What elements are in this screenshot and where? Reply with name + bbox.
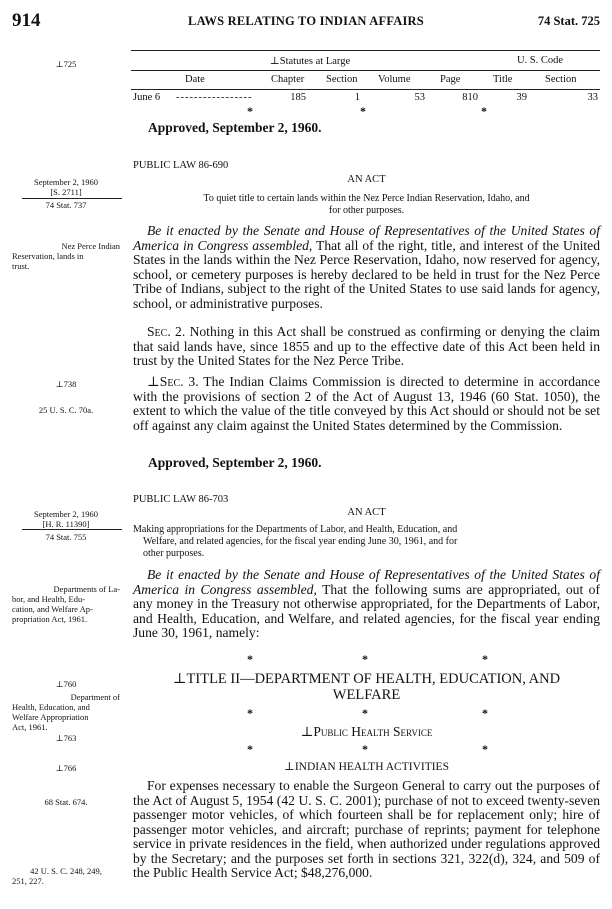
- margin-42-usc-1: 42 U. S. C. 248, 249,: [30, 866, 102, 876]
- star-703-6: *: [482, 706, 488, 720]
- cell-section: 1: [354, 92, 360, 103]
- leader-dots: -----------------: [176, 92, 253, 103]
- public-law-title-690: PUBLIC LAW 86-690: [133, 160, 229, 171]
- margin-stat-690: 74 Stat. 737: [45, 200, 87, 210]
- margin-dept-4: Act, 1961.: [12, 722, 48, 732]
- sec3-text: The Indian Claims Commission is directed to determine in accordance with the provisions of section 2 of the Act of August 13, 1946 (60 Stat. 1050), the extent to which the value of the title conveyed by this Act should or should not be set off against any claim against the United States determined by the Commission.: [133, 374, 600, 433]
- star-703-3: *: [482, 652, 488, 666]
- table-star-3: *: [481, 104, 487, 118]
- title-ii-heading-1: ⊥TITLE II—DEPARTMENT OF HEALTH, EDUCATION, AND: [172, 671, 561, 687]
- sec3-label: ⊥Sec. 3.: [147, 374, 199, 389]
- cell-chapter: 185: [290, 92, 306, 103]
- margin-ref-760: ⊥760: [55, 679, 77, 689]
- public-law-title-703: PUBLIC LAW 86-703: [133, 494, 229, 505]
- margin-ref-725: ⊥725: [55, 59, 77, 69]
- star-703-2: *: [362, 652, 368, 666]
- margin-stat-703: 74 Stat. 755: [45, 532, 87, 542]
- star-703-9: *: [482, 742, 488, 756]
- margin-bill-690: [S. 2711]: [50, 187, 82, 197]
- approved-line-1: Approved, September 2, 1960.: [148, 120, 322, 135]
- table-mid-rule: [131, 70, 600, 71]
- col-title: Title: [493, 74, 513, 85]
- enacting-italic-703: Be it enacted by the Senate and House of Representatives of the United States of America in Congress assembled,: [133, 567, 600, 597]
- star-703-7: *: [247, 742, 253, 756]
- table-star-1: *: [247, 104, 253, 118]
- cell-volume: 53: [414, 92, 425, 103]
- margin-bill-703: [H. R. 11390]: [42, 519, 90, 529]
- cell-usc-section: 33: [587, 92, 598, 103]
- enacting-clause-703: [133, 568, 600, 641]
- margin-dept-1: Department of: [70, 692, 120, 702]
- margin-note-690-3: trust.: [12, 261, 30, 271]
- margin-note-703-1: Departments of La-: [53, 584, 120, 594]
- star-703-4: *: [247, 706, 253, 720]
- sec2-label: Sec. 2.: [147, 324, 186, 339]
- public-health-service-heading: ⊥Public Health Service: [300, 724, 433, 739]
- margin-ref-738: ⊥738: [55, 379, 77, 389]
- purpose-line-703-2: Welfare, and related agencies, for the fiscal year ending June 30, 1961, and for: [143, 536, 458, 547]
- col-usc-section: Section: [545, 74, 577, 85]
- purpose-line-690-1: To quiet title to certain lands within the Nez Perce Indian Reservation, Idaho, and: [203, 193, 530, 204]
- star-703-8: *: [362, 742, 368, 756]
- enacting-clause-690: [133, 224, 600, 311]
- margin-note-690-2: Reservation, lands in: [12, 251, 84, 261]
- margin-date-690: September 2, 1960: [34, 177, 98, 187]
- table-star-2: *: [360, 104, 366, 118]
- margin-68-stat: 68 Stat. 674.: [44, 797, 88, 807]
- purpose-line-690-2: for other purposes.: [328, 205, 405, 216]
- table-header-rule: [131, 89, 600, 90]
- margin-42-usc-2: 251, 227.: [12, 876, 44, 886]
- page-number: 914: [12, 10, 41, 31]
- sec2-text: Nothing in this Act shall be construed as confirming or denying the claim that said lands have, since 1855 and up to the effective date of this Act been held in trust by the United States for the Nez Perce Tribe.: [133, 324, 600, 368]
- col-volume: Volume: [378, 74, 411, 85]
- cell-page: 810: [462, 92, 478, 103]
- col-page: Page: [440, 74, 461, 85]
- an-act-690: AN ACT: [347, 174, 386, 185]
- indian-health-activities-heading: ⊥INDIAN HEALTH ACTIVITIES: [284, 761, 449, 773]
- cell-date: June 6: [133, 92, 161, 103]
- col-section: Section: [326, 74, 358, 85]
- table-group-usc: U. S. Code: [516, 55, 564, 66]
- cell-title: 39: [516, 92, 527, 103]
- purpose-line-703-3: other purposes.: [143, 548, 205, 559]
- running-head: LAWS RELATING TO INDIAN AFFAIRS: [188, 14, 424, 28]
- an-act-703: AN ACT: [347, 507, 386, 518]
- title-ii-heading-2: WELFARE: [332, 687, 401, 703]
- section-2-690: [133, 325, 600, 369]
- margin-note-703-2: bor, and Health, Edu-: [12, 594, 86, 604]
- enacting-italic-690: Be it enacted by the Senate and House of Representatives of the United States of America in Congress assembled,: [133, 223, 600, 253]
- col-chapter: Chapter: [271, 74, 305, 85]
- section-3-690: [133, 375, 600, 433]
- margin-rule-703: [22, 529, 122, 530]
- col-date: Date: [185, 74, 205, 85]
- star-703-5: *: [362, 706, 368, 720]
- enacting-rest-703: That the following sums are appropriated, out of any money in the Treasury not otherwise appropriated, for the Departments of Labor, and Health, Education, and Welfare, and related agencies, for the fiscal year ending June 30, 1961, namely:: [133, 581, 600, 640]
- margin-rule-690: [22, 198, 122, 199]
- table-group-statutes: ⊥Statutes at Large: [269, 56, 351, 67]
- indian-health-appropriation-text: For expenses necessary to enable the Surgeon General to carry out the purposes of the Act of August 5, 1954 (42 U. S. C. 2001); purchase of not to exceed twenty-seven passenger motor vehicles, of which fourteen shall be for replacement only; hire of passenger motor vehicles, and aircraft; purchase of reprints; payment for telephone service in private residences in the field, when authorized under regulations approved by the Secretary; and the purposes set forth in sections 321, 322(d), 324, and 509 of the Public Health Service Act; $48,276,000.: [133, 778, 600, 880]
- margin-note-690-1: Nez Perce Indian: [61, 241, 120, 251]
- margin-dept-2: Health, Education, and: [12, 702, 90, 712]
- purpose-line-703-1: Making appropriations for the Departments of Labor, and Health, Education, and: [133, 524, 458, 535]
- margin-dept-3: Welfare Appropriation: [12, 712, 89, 722]
- approved-line-690: Approved, September 2, 1960.: [148, 455, 322, 470]
- statute-reference: 74 Stat. 725: [537, 14, 600, 28]
- margin-note-703-4: propriation Act, 1961.: [12, 614, 88, 624]
- table-top-rule: [131, 50, 600, 51]
- margin-usc-70a: 25 U. S. C. 70a.: [38, 405, 94, 415]
- margin-ref-763: ⊥763: [55, 733, 77, 743]
- star-703-1: *: [247, 652, 253, 666]
- margin-note-703-3: cation, and Welfare Ap-: [12, 604, 93, 614]
- margin-ref-766: ⊥766: [55, 763, 77, 773]
- margin-date-703: September 2, 1960: [34, 509, 98, 519]
- enacting-rest-690: That all of the right, title, and interest of the United States in the lands within the Nez Perce Reservation, Idaho, now reserved for agency, school, or cemetery purposes is hereby declared to be held in trust for the Nez Perce Tribe of Indians, subject to the right of the United States to use said lands for agency, school, or administrative purposes.: [133, 237, 600, 311]
